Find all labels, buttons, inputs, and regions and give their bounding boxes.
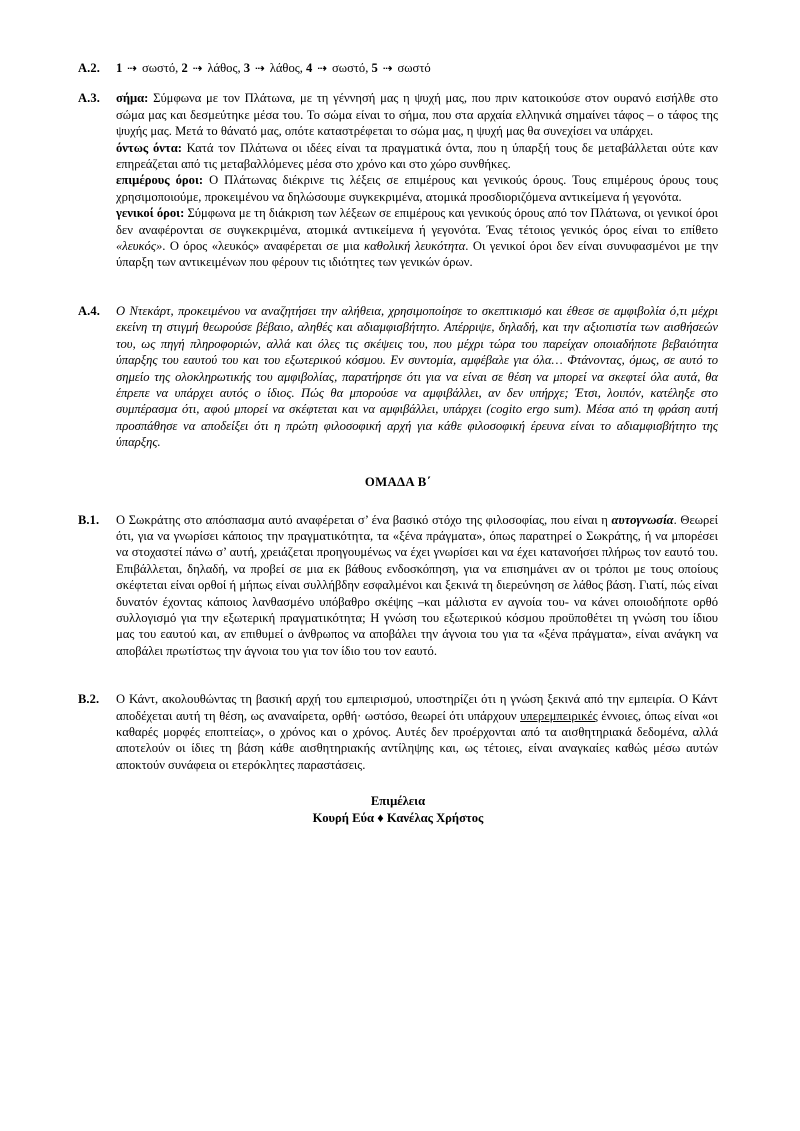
a2-item-value: λάθος, xyxy=(207,61,244,75)
editor-name-2: Κανέλας Χρήστος xyxy=(386,811,484,826)
section-spacer xyxy=(78,673,718,691)
term-definition-part3: . Οι γενικοί όροι δεν είναι συνυφασμένοι με την ύπαρξη των αντικειμένων που φέρουν τις ιδιότητες των γενικών όρων. xyxy=(116,239,719,270)
term-name: γενικοί όροι: xyxy=(116,206,185,221)
answer-text-a4: Ο Ντεκάρτ, προκειμένου να αναζητήσει την αλήθεια, χρησιμοποίησε το σκεπτικισμό και έθεσε σε αμφιβολία ό,τι μέχρι εκείνη τη στιγμή θεωρούσε βέβαιο, αληθές και αδιαμφισβήτητο. Απέρριψε, δηλαδή, και την αξιοπιστία των αισθήσεών του, ως πηγή πληροφοριών, αλλά και όλες τις σκέψεις του, που μέχρι τώρα του παρείχαν οποιαδήποτε βεβαιότητα ύπαρξης του εαυτού του και του εξωτερικού κόσμου. Εν συντομία, αμφέβαλε για όλα… Φτάνοντας, όμως, σε αυτό το σημείο της ολοκληρωτικής του αμφιβολίας, παρατήρησε ότι για να είναι σε θέση να μπορεί να σκεφτεί όλα αυτά, θα έπρεπε να υπάρχει αυτός ο ίδιος. Πώς θα μπορούσε να αμφιβάλλει, αν δεν υπήρχε; Έτσι, λοιπόν, κατέληξε στο συμπέρασμα ότι, αφού μπορεί να σκέφτεται και να αμφιβάλλει, υπάρχει (cogito ergo sum). Μέσα από τη φράση αυτή προσπάθησε να αποδείξει ότι η πρώτη φιλοσοφική αρχή για κάθε φιλοσοφική έρευνα είναι το αδιαμφισβήτητο της ύπαρξης. xyxy=(116,303,718,450)
term-definition-part2: . Ο όρος «λευκός» αναφέρεται σε μια xyxy=(162,239,365,254)
term-entry-epimerous-oroi xyxy=(116,172,718,205)
group-b-heading: ΟΜΑΔΑ Β΄ xyxy=(364,474,432,489)
term-italic-katholiki-lefkotita: καθολική λευκότητα xyxy=(364,239,466,254)
right-arrow-icon: ⇢ xyxy=(313,61,331,75)
right-arrow-icon: ⇢ xyxy=(251,61,269,75)
answer-text-a2 xyxy=(116,60,718,76)
b1-emphasis-aftognosia: αυτογνωσία xyxy=(611,512,674,527)
editor-caption: Επιμέλεια xyxy=(370,794,426,809)
term-definition: Κατά τον Πλάτωνα οι ιδέες είναι τα πραγματικά όντα, που η ύπαρξή τους δε μεταβάλλεται ούτε καν επηρεάζεται από τις μεταβαλλόμενες μέσα στο χρόνο και στο χώρο συνθήκες. xyxy=(116,140,718,172)
term-name: όντως όντα: xyxy=(116,140,182,155)
answer-text-b1 xyxy=(116,512,718,660)
answer-block-a3 xyxy=(78,90,718,270)
editor-name-1: Κουρή Εύα xyxy=(312,811,375,826)
answer-text-a3 xyxy=(116,90,718,270)
a2-item-number: 4 xyxy=(306,61,313,75)
term-italic-lefkos: «λευκός» xyxy=(116,239,163,254)
section-spacer xyxy=(78,285,718,303)
answer-label-a2: A.2. xyxy=(78,61,100,75)
a2-item-value: σωστό xyxy=(397,61,431,75)
b1-part1: Ο Σωκράτης στο απόσπασμα αυτό αναφέρεται σ’ ένα βασικό στόχο της φιλοσοφίας, που είναι η xyxy=(116,512,612,527)
a2-item-value: σωστό, xyxy=(141,61,182,75)
editor-credit-block xyxy=(78,793,718,827)
answer-block-b1 xyxy=(78,512,718,660)
a2-item-value: σωστό, xyxy=(332,61,372,75)
a2-items-list xyxy=(116,61,431,75)
a2-item-value: λάθος, xyxy=(269,61,307,75)
answer-text-b2 xyxy=(116,691,718,773)
editor-names xyxy=(78,810,718,827)
a2-item-number: 3 xyxy=(243,61,251,75)
answer-block-a2 xyxy=(78,60,718,76)
a2-item-number: 1 xyxy=(116,61,123,75)
answer-label-a4: A.4. xyxy=(78,303,100,318)
answer-block-a4 xyxy=(78,303,718,451)
answer-label-a3: A.3. xyxy=(78,91,100,106)
answer-block-b2 xyxy=(78,691,718,773)
right-arrow-icon: ⇢ xyxy=(378,61,397,75)
a2-item-number: 2 xyxy=(181,61,188,75)
diamond-separator-icon: ♦ xyxy=(377,811,384,826)
term-definition-part1: Σύμφωνα με τη διάκριση των λέξεων σε επιμέρους και γενικούς όρους από τον Πλάτωνα, οι γενικοί όροι δεν αναφέρονται σε συγκεκριμένα, ατομικά αντικείμενα ή γεγονότα. Ένας τέτοιος γενικός όρος είναι το επίθετο xyxy=(116,206,718,237)
right-arrow-icon: ⇢ xyxy=(188,61,207,75)
answer-label-b2: B.2. xyxy=(78,692,100,707)
term-entry-genikoi-oroi xyxy=(116,205,718,271)
answer-label-b1: B.1. xyxy=(78,512,100,527)
right-arrow-icon: ⇢ xyxy=(123,61,141,75)
term-name: σήμα: xyxy=(116,91,149,106)
term-definition: Σύμφωνα με τον Πλάτωνα, με τη γέννησή μας η ψυχή μας, που πριν κατοικούσε στον ουρανό εισήλθε στο σώμα μας και δεσμεύτηκε μέσα του. Το σώμα είναι το σήμα, που στα αρχαία ελληνικά σημαίνει τάφος – ο τάφος της ψυχής μας. Μετά το θάνατό μας, οπότε καταστρέφεται το σώμα μας, η ψυχή μας θα συνεχίσει να υπάρχει. xyxy=(116,91,718,139)
b2-part2: έννοιες, όπως είναι «οι καθαρές μορφές εποπτείας», ο χρόνος και ο χρόνος. Αυτές δεν προέρχονται από τα αισθητηριακά δεδομένα, αλλά αποτελούν οι ίδιες τη βάση κάθε αισθητηριακής αντίληψης και, ως τέτοιες, είναι αναγκαίες καθώς μέσω αυτών αποκτούν συνάφεια οι ετερόκλητες παραστάσεις. xyxy=(116,708,718,772)
a2-item-number: 5 xyxy=(371,61,378,75)
term-definition: Ο Πλάτωνας διέκρινε τις λέξεις σε επιμέρους και γενικούς όρους. Τους επιμέρους όρους τους χρησιμοποιούμε, προκειμένου να δηλώσουμε συγκεκριμένα, ατομικά προσδιοριζόμενα αντικείμενα ή γεγονότα. xyxy=(116,173,718,204)
b2-underlined-yperempeirikes: υπερεμπειρικές xyxy=(520,708,598,723)
b1-part2: . Θεωρεί ότι, για να γνωρίσει κάποιος την πραγματικότητα, τα «ξένα πράγματα», όπως παρατηρεί ο Σωκράτης, ή να μπορέσει να στοχαστεί πάνω σ’ αυτή, χρειάζεται προηγουμένως να έχει γνωρίσει και να έχει κατανοήσει πλήρως τον εαυτό του. Επιβάλλεται, δηλαδή, να προβεί σε μια εκ βάθους ενδοσκόπηση, για να επισημάνει αν οι τρόποι με τους οποίους σκέφτεται είναι ορθοί ή μήπως είναι συλλήβδην εσφαλμένοι και ξεκινά τη διερεύνηση σε λάθος βάση. Γιατί, πώς είναι δυνατόν έχοντας κάποιος λανθασμένο υπόβαθρο σκέψης –και μάλιστα εν αγνοία του- να κάνει οποιοδήποτε ορθό συλλογισμό για την εξωτερική πραγματικότητα; Η γνώση του εξωτερικού κόσμου προϋποθέτει τη γνώση του ίδιου μας του εαυτού και, αν επιθυμεί ο άνθρωπος να αποβάλει την άγνοια του για τα «ξένα πράγματα», είναι ανάγκη να αποβάλει πρωτίστως την άγνοια του για τον ίδιο του τον εαυτό. xyxy=(116,512,718,658)
term-entry-sima xyxy=(116,90,718,139)
b2-part1: Ο Κάντ, ακολουθώντας τη βασική αρχή του εμπειρισμού, υποστηρίζει ότι η γνώση ξεκινά από την εμπειρία. Ο Κάντ αποδέχεται αυτή τη θέση, ως αναναίρετα, ορθή· ωστόσο, θεωρεί ότι υπάρχουν xyxy=(116,692,718,723)
term-entry-ontos-onta xyxy=(116,140,718,173)
term-name: επιμέρους όροι: xyxy=(116,173,204,188)
